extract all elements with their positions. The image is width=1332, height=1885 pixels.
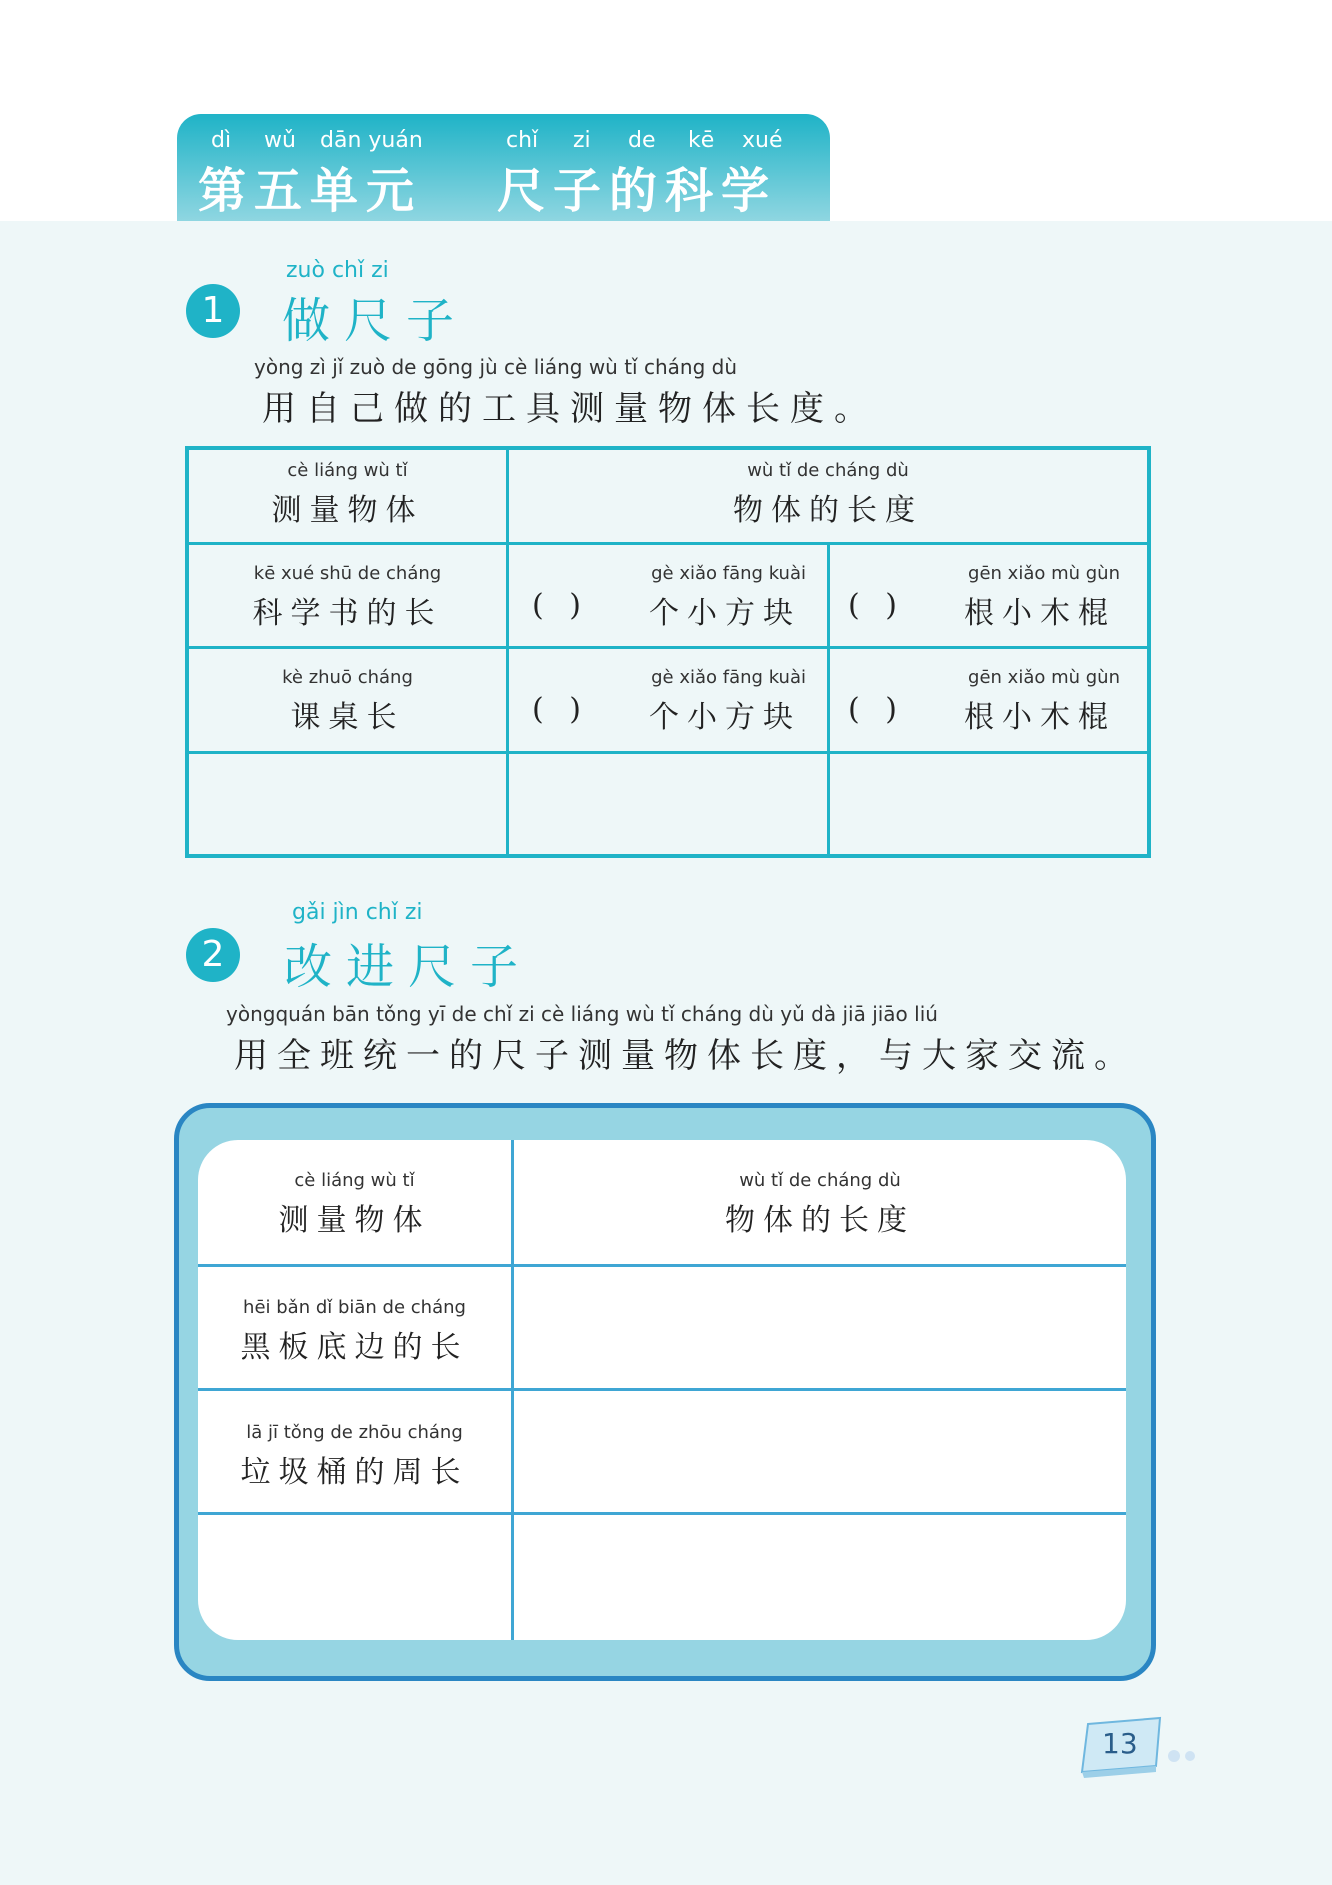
book-icon xyxy=(1074,1716,1204,1780)
table1-empty-cell-object[interactable] xyxy=(189,754,506,854)
table2-row1-pinyin: hēi bǎn dǐ biān de cháng xyxy=(243,1297,466,1318)
table1-row1-stick-pinyin: gēn xiǎo mù gùn xyxy=(968,563,1120,584)
table1-row1-stick-blank[interactable]: ( ) xyxy=(848,588,905,623)
table2-header-object: 测量物体 xyxy=(278,1203,431,1238)
table2-empty-cell-object[interactable] xyxy=(198,1515,511,1640)
table1-row1-object: 科学书的长 xyxy=(252,596,443,631)
table2-header-object-pinyin: cè liáng wù tǐ xyxy=(294,1170,415,1191)
title-pinyin-zi: zi xyxy=(573,128,591,153)
section-2-instruction: 用全班统一的尺子测量物体长度，与大家交流。 xyxy=(234,1036,1137,1076)
table1-empty-cell-cube[interactable] xyxy=(509,754,827,854)
section-1-number-badge: 1 xyxy=(186,284,240,338)
table1-row2-stick-unit: 根小木棍 xyxy=(964,700,1116,735)
table1-header-length-pinyin: wù tǐ de cháng dù xyxy=(747,460,909,481)
table1-row1-pinyin: kē xué shū de cháng xyxy=(253,563,442,584)
unit-pinyin-danyuan: dān yuán xyxy=(320,128,423,153)
table1-row1-cube-blank[interactable]: ( ) xyxy=(532,588,589,623)
table1-row2-stick-pinyin: gēn xiǎo mù gùn xyxy=(968,667,1120,688)
table1-row1-cube-unit: 个小方块 xyxy=(649,596,801,631)
table1-row1-stick-unit: 根小木棍 xyxy=(964,596,1116,631)
section-2-number-badge: 2 xyxy=(186,928,240,982)
table1-row2-cube-unit: 个小方块 xyxy=(649,700,801,735)
section-2-title: 改进尺子 xyxy=(284,939,533,995)
table2-header-length: 物体的长度 xyxy=(725,1203,915,1238)
title-pinyin-chi: chǐ xyxy=(506,128,539,153)
section-1-pinyin: zuò chǐ zi xyxy=(286,258,389,283)
table1-row2-cube-blank[interactable]: ( ) xyxy=(532,692,589,727)
table2-header-length-pinyin: wù tǐ de cháng dù xyxy=(739,1170,901,1191)
section-1-instruction-pinyin: yòng zì jǐ zuò de gōng jù cè liáng wù tǐ cháng dù xyxy=(254,355,737,379)
table2-row1-object: 黑板底边的长 xyxy=(240,1330,469,1365)
unit-label: 第五单元 xyxy=(198,163,423,219)
table1-row1-cube-pinyin: gè xiǎo fāng kuài xyxy=(651,563,806,584)
page-number: 13 xyxy=(1102,1727,1138,1760)
table1-row2-object: 课桌长 xyxy=(290,700,405,735)
table1-header-object: 测量物体 xyxy=(271,493,424,528)
table1-empty-cell-stick[interactable] xyxy=(830,754,1147,854)
table1-row2-pinyin: kè zhuō cháng xyxy=(282,667,413,688)
section-2-instruction-pinyin: yòngquán bān tǒng yī de chǐ zi cè liáng wù tǐ cháng dù yǔ dà jiā jiāo liú xyxy=(226,1002,938,1026)
table2-empty-cell-length[interactable] xyxy=(514,1515,1126,1640)
table1-header-object-pinyin: cè liáng wù tǐ xyxy=(287,460,408,481)
table1-header-length: 物体的长度 xyxy=(733,493,923,528)
table1-row2-cube-pinyin: gè xiǎo fāng kuài xyxy=(651,667,806,688)
section-1-instruction: 用自己做的工具测量物体长度。 xyxy=(262,389,878,429)
section-2-pinyin: gǎi jìn chǐ zi xyxy=(292,900,423,925)
title-pinyin-de: de xyxy=(628,128,656,153)
title-pinyin-xue: xué xyxy=(742,128,783,153)
unit-title: 尺子的科学 xyxy=(497,163,778,219)
table2-row2-object: 垃圾桶的周长 xyxy=(240,1455,469,1490)
table1-row2-stick-blank[interactable]: ( ) xyxy=(848,692,905,727)
section-1-title: 做尺子 xyxy=(282,293,469,349)
unit-pinyin-di: dì xyxy=(211,128,232,153)
table2-row2-pinyin: lā jī tǒng de zhōu cháng xyxy=(246,1422,463,1443)
unit-pinyin-wu: wǔ xyxy=(264,128,296,153)
table2-row2-length-cell[interactable] xyxy=(514,1391,1126,1512)
title-pinyin-ke: kē xyxy=(688,128,715,153)
table2-row1-length-cell[interactable] xyxy=(514,1267,1126,1388)
